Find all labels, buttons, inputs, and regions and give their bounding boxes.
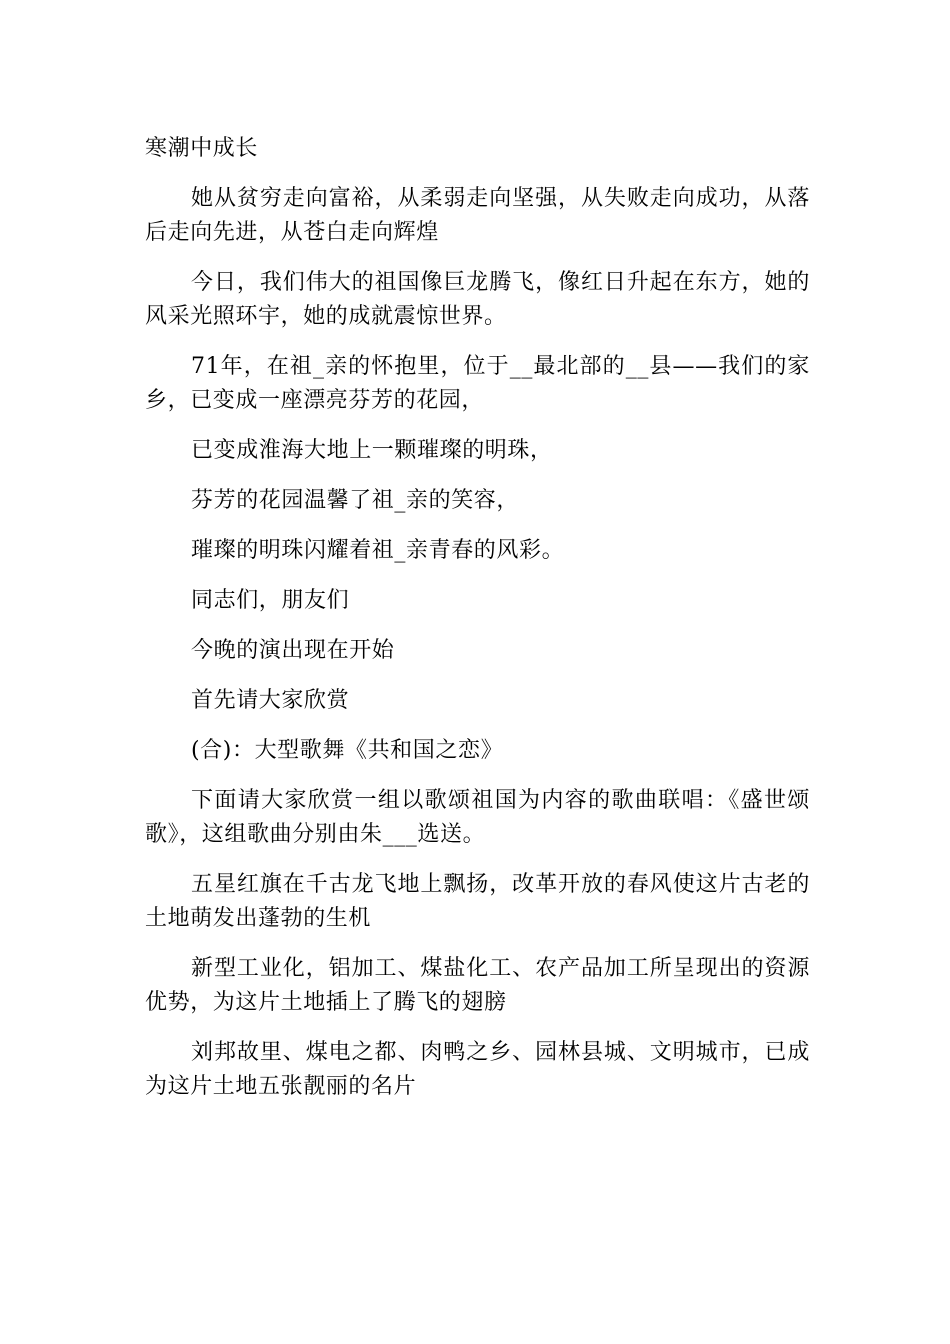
paragraph: 今晚的演出现在开始 bbox=[191, 638, 395, 663]
paragraph: 新型工业化，铝加工、煤盐化工、农产品加工所呈现出的资源优势，为这片土地插上了腾飞的翅膀 bbox=[145, 956, 810, 1015]
paragraph: 今日，我们伟大的祖国像巨龙腾飞，像红日升起在东方，她的风采光照环宇，她的成就震惊世界。 bbox=[145, 270, 810, 329]
paragraph: 下面请大家欣赏一组以歌颂祖国为内容的歌曲联唱：《盛世颂歌》，这组歌曲分别由朱___选送。 bbox=[145, 788, 810, 847]
paragraph: 同志们，朋友们 bbox=[191, 588, 350, 613]
paragraph: 璀璨的明珠闪耀着祖_亲青春的风彩。 bbox=[191, 538, 565, 563]
paragraph: 五星红旗在千古龙飞地上飘扬，改革开放的春风使这片古老的土地萌发出蓬勃的生机 bbox=[145, 872, 810, 931]
paragraph: (合)：大型歌舞《共和国之恋》 bbox=[191, 738, 504, 763]
paragraph: 首先请大家欣赏 bbox=[191, 688, 350, 713]
paragraph: 芬芳的花园温馨了祖_亲的笑容， bbox=[191, 488, 520, 513]
paragraph: 71年，在祖_亲的怀抱里，位于__最北部的__县——我们的家乡，已变成一座漂亮芬芳的花园， bbox=[145, 354, 810, 413]
document-body bbox=[145, 132, 810, 1120]
paragraph: 刘邦故里、煤电之都、肉鸭之乡、园林县城、文明城市，已成为这片土地五张靓丽的名片 bbox=[145, 1040, 810, 1099]
paragraph: 她从贫穷走向富裕，从柔弱走向坚强，从失败走向成功，从落后走向先进，从苍白走向辉煌 bbox=[145, 186, 810, 245]
paragraph: 已变成淮海大地上一颗璀璨的明珠， bbox=[191, 438, 553, 463]
paragraph-heading: 寒潮中成长 bbox=[145, 136, 259, 161]
